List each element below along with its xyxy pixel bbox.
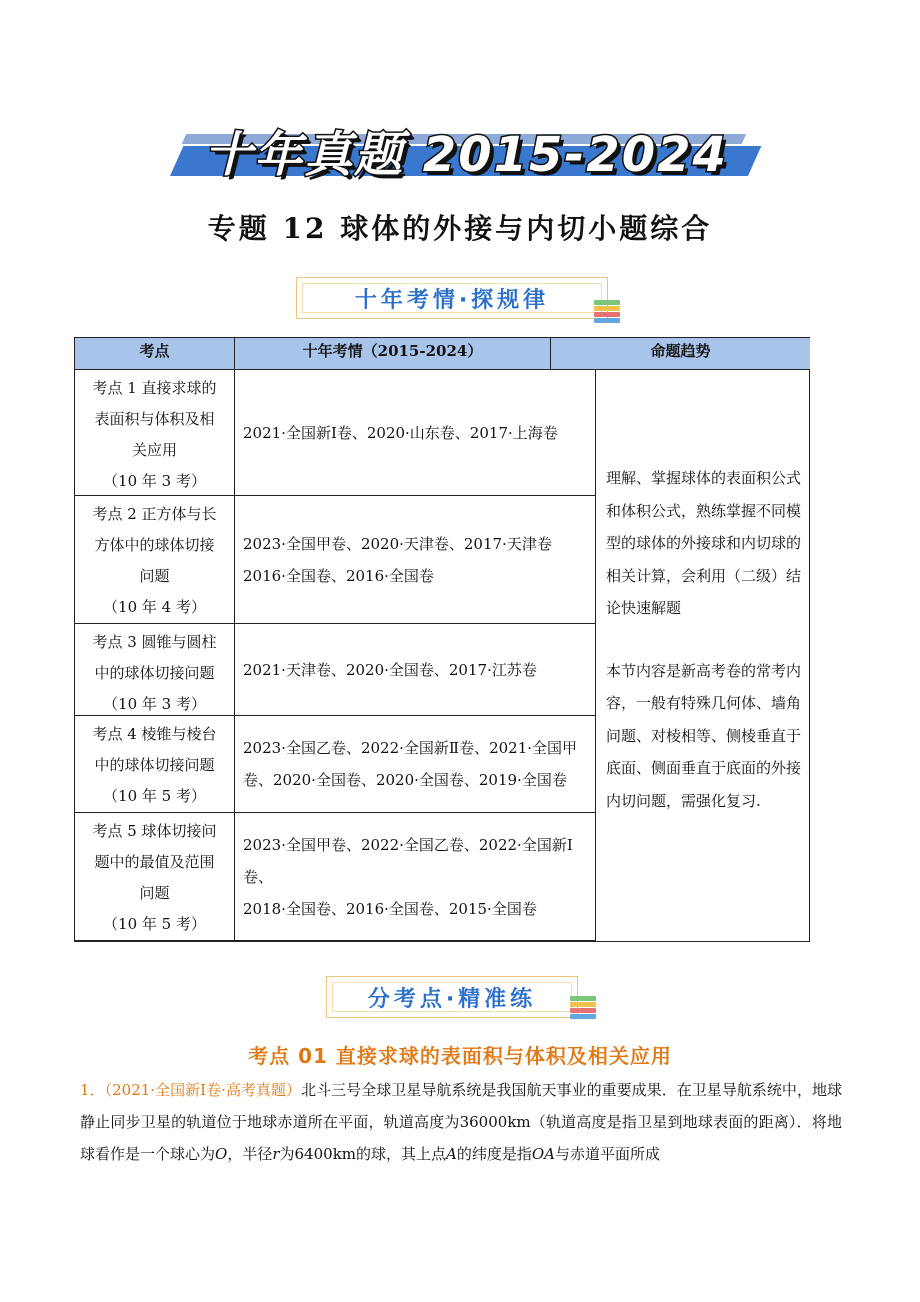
table-header-decade: 十年考情（2015-2024） [235,338,551,370]
var-o: O [215,1145,228,1163]
decade-line: 2023·全国甲卷、2022·全国乙卷、2022·全国新I卷、 [243,835,573,886]
kaodian-line: 考点 5 球体切接问 [92,822,217,840]
kaodian-line: 中的球体切接问题 [94,664,215,682]
decade-line: 卷、2020·全国卷、2020·全国卷、2019·全国卷 [243,771,567,789]
decade-line: 2018·全国卷、2016·全国卷、2015·全国卷 [243,899,537,918]
decade-cell [235,370,596,496]
decade-line: 2021·全国新I卷、2020·山东卷、2017·上海卷 [243,423,558,442]
kaodian-line: 问题 [139,567,170,585]
kaodian-cell [75,370,235,496]
kaodian-cell [75,716,235,813]
kaodian-cell [75,496,235,624]
question-1 [80,1074,842,1170]
section-heading: 考点 01 直接求球的表面积与体积及相关应用 [248,1044,672,1068]
kaodian-line: 考点 2 正方体与长 [92,505,217,523]
question-number: 1． [80,1081,105,1099]
kaodian-line: （10 年 4 考） [103,598,206,616]
decade-line: 2016·全国卷、2016·全国卷 [243,566,434,585]
kaodian-line: 关应用 [131,441,177,459]
kaodian-line: 考点 4 棱锥与棱台 [92,725,217,743]
badge-label: 分考点·精准练 [367,987,537,1012]
kaodian-line: 考点 3 圆锥与圆柱 [92,633,217,651]
decade-cell [235,496,596,624]
table-header-trend: 命题趋势 [551,338,810,370]
banner-title: 十年真题 2015-2024 [204,127,728,183]
kaodian-line: （10 年 5 考） [103,787,206,805]
var-oa: OA [531,1145,556,1163]
decade-cell [235,716,596,813]
kaodian-line: （10 年 5 考） [103,915,206,933]
trend-paragraph-1: 理解、掌握球体的表面积公式和体积公式，熟练掌握不同模型的球体的外接球和内切球的相关计算，会利用（二级）结论快速解题 [606,469,802,617]
trend-cell [596,370,810,941]
kaodian-line: 中的球体切接问题 [94,756,215,774]
section-badge-exam-trends [296,277,608,319]
kaodian-line: 题中的最值及范围 [94,853,215,871]
decade-line: 2023·全国乙卷、2022·全国新Ⅱ卷、2021·全国甲 [243,739,578,757]
top-banner [170,112,750,184]
books-icon [594,300,620,326]
question-source: （2021·全国新Ⅰ卷·高考真题） [104,1081,302,1099]
decade-cell [235,813,596,941]
exam-trends-table [74,337,810,942]
books-icon [570,996,596,1022]
kaodian-cell [75,813,235,941]
kaodian-line: 表面积与体积及相 [94,410,215,428]
trend-paragraph-2: 本节内容是新高考卷的常考内容，一般有特殊几何体、墙角问题、对棱相等、侧棱垂直于底面、侧面垂直于底面的外接内切问题，需强化复习. [606,661,802,810]
document-title: 专题 12 球体的外接与内切小题综合 [207,212,713,245]
var-a: A [446,1145,457,1163]
kaodian-line: （10 年 3 考） [103,695,206,713]
decade-line: 2023·全国甲卷、2020·天津卷、2017·天津卷 [243,534,552,553]
decade-line: 2021·天津卷、2020·全国卷、2017·江苏卷 [243,660,537,679]
var-r: r [272,1145,280,1163]
question-text: 的纬度是指 [456,1145,532,1163]
section-badge-practice [326,976,578,1018]
question-text: ，半径 [227,1145,273,1163]
kaodian-line: 问题 [139,884,170,902]
kaodian-line: 考点 1 直接求球的 [92,379,217,397]
kaodian-line: （10 年 3 考） [103,472,206,490]
question-text: 与赤道平面所成 [555,1145,661,1163]
question-text: 北斗三号全球卫星导航系统是我国航天事业的重要成果．在卫星导航系统中，地球静止同步卫星的轨道位于地球赤道所在平面，轨道高度为36000km（轨道高度是指卫星到地球表面的距离）．将地球看作是一个球心为 [80,1081,843,1163]
question-text: 为6400km的球，其上点 [279,1145,447,1163]
table-header-kaodian: 考点 [75,338,235,370]
kaodian-line: 方体中的球体切接 [94,536,215,554]
kaodian-cell [75,624,235,716]
decade-cell [235,624,596,716]
badge-label: 十年考情·探规律 [354,288,550,313]
